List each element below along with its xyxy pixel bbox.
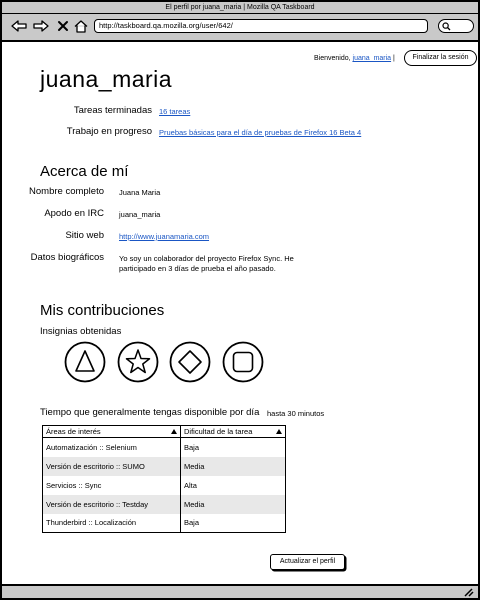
search-icon (442, 22, 451, 31)
time-available-label: Tiempo que generalmente tengas disponible por día (40, 407, 260, 418)
sort-up-icon[interactable] (276, 429, 282, 434)
resize-grip-icon[interactable] (462, 587, 474, 597)
window-title: El perfil por juana_maria | Mozilla QA Taskboard (2, 2, 478, 14)
table-row[interactable] (43, 438, 286, 457)
website-link[interactable]: http://www.juanamaria.com (119, 232, 210, 241)
table-row[interactable] (43, 514, 286, 533)
welcome-separator: | (393, 55, 395, 62)
square-badge-icon (222, 341, 264, 383)
column-header-difficulty-label: Dificultad de la tarea (184, 427, 253, 436)
difficulty-cell: Media (181, 457, 286, 476)
diamond-badge-icon (169, 341, 211, 383)
triangle-badge-icon (64, 341, 106, 383)
column-header-areas-label: Áreas de interés (46, 427, 101, 436)
stat-label-in-progress: Trabajo en progreso (66, 126, 152, 137)
address-bar[interactable]: http://taskboard.qa.mozilla.org/user/642/ (94, 19, 428, 33)
bio-value-full-name: Juana Maria (119, 188, 161, 197)
stat-label-completed: Tareas terminadas (73, 105, 152, 116)
welcome-text (314, 55, 395, 62)
welcome-prefix: Bienvenido, (314, 55, 351, 62)
forward-arrow-icon[interactable] (32, 18, 50, 34)
status-bar (2, 584, 478, 598)
logout-button[interactable]: Finalizar la sesión (404, 50, 477, 66)
contributions-heading: Mis contribuciones (40, 302, 165, 319)
home-icon[interactable] (72, 18, 90, 34)
page-title: juana_maria (40, 66, 173, 92)
bio-label-irc: Apodo en IRC (44, 208, 104, 219)
sort-up-icon[interactable] (171, 429, 177, 434)
bio-value-bio: Yo soy un colaborador del proyecto Firefox Sync. He participado en 3 días de prueba el año pasado. (119, 254, 294, 273)
update-profile-button[interactable]: Actualizar el perfil (270, 554, 345, 570)
table-row[interactable] (43, 457, 286, 476)
area-cell: Servicios :: Sync (43, 476, 181, 495)
column-header-areas[interactable] (43, 426, 181, 438)
area-cell: Automatización :: Selenium (43, 438, 181, 457)
bio-label-website: Sitio web (65, 230, 104, 241)
difficulty-cell: Alta (184, 480, 197, 490)
bio-value-website (119, 232, 209, 242)
area-cell: Thunderbird :: Localización (43, 514, 181, 533)
column-header-difficulty[interactable] (181, 426, 286, 438)
star-badge-icon (117, 341, 159, 383)
table-row[interactable] (43, 476, 286, 495)
stop-x-icon[interactable] (54, 18, 72, 34)
table-row[interactable] (43, 495, 286, 514)
browser-search-field[interactable] (438, 19, 474, 33)
stat-link-in-progress[interactable]: Pruebas básicas para el día de pruebas de Firefox 16 Beta 4 (159, 128, 362, 137)
browser-toolbar (2, 14, 478, 42)
welcome-user-link[interactable]: juana_maria (352, 55, 392, 62)
difficulty-cell: Baja (184, 442, 200, 452)
area-cell: Versión de escritorio :: Testday (43, 495, 181, 514)
interests-table (42, 425, 286, 533)
bio-label-bio: Datos biográficos (30, 252, 104, 263)
back-arrow-icon[interactable] (10, 18, 28, 34)
page-content (2, 44, 478, 584)
stat-link-completed[interactable]: 16 tareas (159, 107, 191, 116)
badges-label: Insignias obtenidas (40, 326, 122, 337)
area-cell: Versión de escritorio :: SUMO (43, 457, 181, 476)
difficulty-cell: Baja (184, 518, 200, 528)
about-heading: Acerca de mí (40, 163, 129, 180)
time-available-value: hasta 30 minutos (267, 409, 325, 418)
difficulty-cell: Media (181, 495, 286, 514)
bio-value-irc: juana_maria (119, 210, 161, 219)
bio-label-full-name: Nombre completo (29, 186, 104, 197)
